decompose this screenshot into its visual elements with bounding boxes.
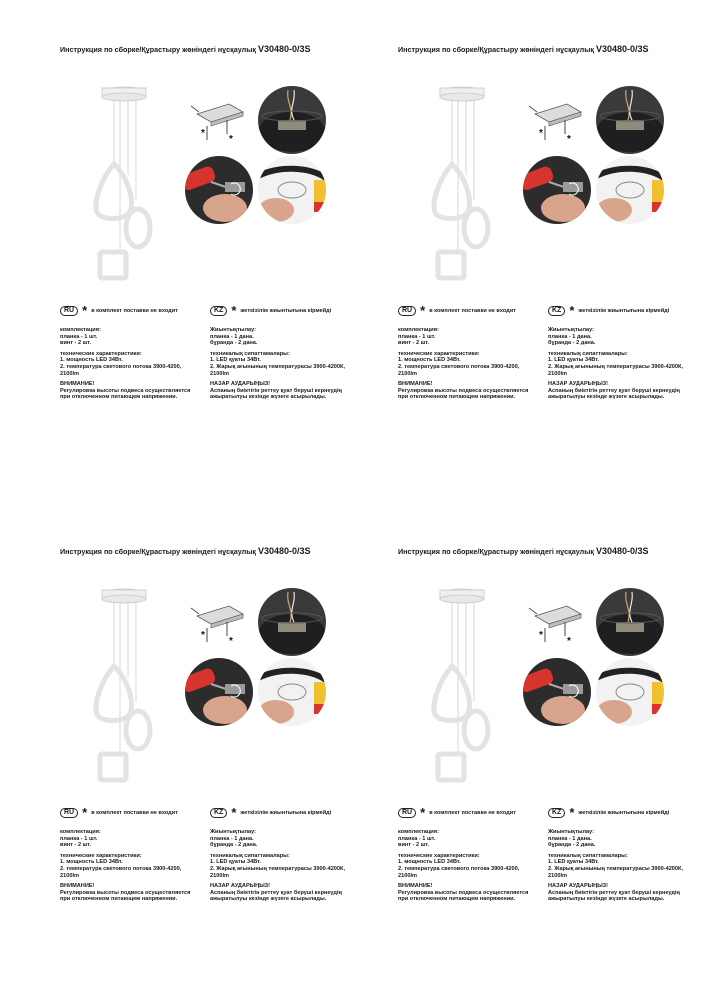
kz-kit (548, 829, 698, 849)
kz-kit-item: планка - 1 дана. (548, 333, 592, 340)
ru-spec-item: 2100lm (398, 872, 417, 879)
assembly-detail-photo (258, 156, 326, 224)
kz-specs (548, 853, 698, 879)
ru-kit (60, 327, 210, 347)
kz-warning-title: НАЗАР АУДАРЫҢЫЗ! (548, 883, 609, 890)
ru-spec-item: 1. мощность LED 34Вт. (60, 859, 123, 866)
kz-spec-item: 2. Жарық ағынының температурасы 3900-4200К, (210, 363, 346, 370)
ru-header (60, 806, 210, 820)
screwdriver-photo (185, 658, 253, 726)
ru-warning-text: при отключенном питающем напряжении. (60, 394, 178, 401)
kz-warning-text: Аспаның биіктігін реттеу қуат беруші кернеудің (210, 387, 342, 394)
kz-badge: KZ (210, 306, 227, 316)
kz-kit-item: планка - 1 дана. (210, 835, 254, 842)
kz-spec-item: 2. Жарық ағынының температурасы 3900-4200К, (548, 865, 684, 872)
asterisk-icon: * (420, 303, 426, 318)
panel-title (60, 44, 311, 54)
assembly-detail-photo (596, 156, 664, 224)
ru-warning-text: при отключенном питающем напряжении. (60, 896, 178, 903)
kz-warning-text: Аспаның биіктігін реттеу қуат беруші кернеудің (548, 387, 680, 394)
ru-spec-item: 2. температура светового потока 3900-4200, (60, 865, 182, 872)
ru-spec-item: 2. температура светового потока 3900-4200, (60, 363, 182, 370)
kz-kit-item: планка - 1 дана. (548, 835, 592, 842)
ru-spec-item: 1. мощность LED 34Вт. (398, 357, 461, 364)
ru-specs (398, 351, 548, 377)
ru-kit-item: винт - 2 шт. (398, 842, 430, 849)
instruction-panel (60, 546, 370, 926)
ru-kit (398, 829, 548, 849)
instruction-panel (60, 44, 370, 424)
kz-warning-text: Аспаның биіктігін реттеу қуат беруші кернеудің (210, 889, 342, 896)
kz-specs-title: техникалық сипаттамалары: (548, 852, 628, 859)
screwdriver-photo (185, 156, 253, 224)
svg-text:*: * (567, 134, 571, 145)
kz-spec-item: 2100lm (210, 872, 229, 879)
ru-spec-item: 1. мощность LED 34Вт. (60, 357, 123, 364)
ru-warning-text: Регулировка высоты подвеса осуществляется (60, 889, 191, 896)
ru-specs-title: технические характеристики: (398, 852, 480, 859)
asterisk-icon: * (420, 805, 426, 820)
kz-warning (548, 883, 698, 903)
ru-kit-title: комплектация: (398, 327, 439, 333)
kz-spec-item: 2. Жарық ағынының температурасы 3900-4200К, (210, 865, 346, 872)
ru-not-included-note: в комплект поставки не входит (429, 307, 516, 314)
ru-warning-text: при отключенном питающем напряжении. (398, 394, 516, 401)
ru-badge: RU (60, 306, 78, 316)
model-number: V30480-0/3S (595, 546, 649, 556)
mounting-bracket-photo (185, 86, 253, 154)
ru-specs (60, 351, 210, 377)
kz-kit-title: Жиынтықтылау: (210, 829, 257, 835)
ru-spec-item: 2100lm (60, 872, 79, 879)
ru-kit-item: планка - 1 шт. (60, 835, 98, 842)
svg-text:*: * (229, 636, 233, 647)
ru-kit (398, 327, 548, 347)
kz-spec-item: 2100lm (548, 872, 567, 879)
ru-not-included-note: в комплект поставки не входит (429, 809, 516, 816)
title-text: Инструкция по сборке/Құрастыру жөніндегі нұсқаулық (398, 547, 594, 556)
kz-not-included-note: жеткізілім жиынтығына кірмейді (578, 809, 670, 816)
kz-warning-title: НАЗАР АУДАРЫҢЫЗ! (548, 381, 609, 388)
svg-text:*: * (201, 630, 205, 641)
ru-kit-title: комплектация: (60, 829, 101, 835)
kz-warning-text: ажыратылуы кезінде жүзеге асырылады. (210, 896, 327, 903)
ru-specs-title: технические характеристики: (60, 852, 142, 859)
canopy-wiring-photo (596, 86, 664, 154)
ru-warning-title: ВНИМАНИЕ! (398, 381, 433, 388)
kz-specs-title: техникалық сипаттамалары: (210, 852, 290, 859)
kz-kit-item: планка - 1 дана. (210, 333, 254, 340)
assembly-detail-photo (596, 658, 664, 726)
kz-kit (210, 829, 360, 849)
svg-text:*: * (229, 134, 233, 145)
ru-badge: RU (398, 808, 416, 818)
ru-warning-text: Регулировка высоты подвеса осуществляется (60, 387, 191, 394)
kz-header (210, 304, 360, 318)
ru-header (398, 806, 548, 820)
kazakh-section (548, 304, 698, 405)
ru-spec-item: 1. мощность LED 34Вт. (398, 859, 461, 866)
ru-specs-title: технические характеристики: (60, 350, 142, 357)
kz-spec-item: 2. Жарық ағынының температурасы 3900-4200К, (548, 363, 684, 370)
ru-warning (398, 381, 548, 401)
instruction-panel (398, 546, 707, 926)
kz-kit (548, 327, 698, 347)
kz-warning-text: Аспаның биіктігін реттеу қуат беруші кернеудің (548, 889, 680, 896)
ru-kit (60, 829, 210, 849)
kz-kit-title: Жиынтықтылау: (548, 327, 595, 333)
kazakh-section (210, 806, 360, 907)
ru-specs (398, 853, 548, 879)
kz-not-included-note: жеткізілім жиынтығына кірмейді (240, 809, 332, 816)
title-text: Инструкция по сборке/Құрастыру жөніндегі нұсқаулық (398, 45, 594, 54)
ru-not-included-note: в комплект поставки не входит (91, 307, 178, 314)
kz-warning (548, 381, 698, 401)
model-number: V30480-0/3S (257, 546, 311, 556)
mounting-bracket-photo (185, 588, 253, 656)
russian-section (60, 806, 210, 907)
asterisk-icon: * (82, 303, 88, 318)
ru-warning-text: при отключенном питающем напряжении. (398, 896, 516, 903)
ru-warning-title: ВНИМАНИЕ! (60, 381, 95, 388)
svg-text:*: * (539, 128, 543, 139)
kz-badge: KZ (548, 808, 565, 818)
kz-warning (210, 381, 360, 401)
kz-warning-text: ажыратылуы кезінде жүзеге асырылады. (210, 394, 327, 401)
kz-warning-text: ажыратылуы кезінде жүзеге асырылады. (548, 896, 665, 903)
kz-spec-item: 1. LED қуаты 34Вт. (548, 357, 599, 364)
pendant-lamp-illustration (422, 582, 502, 812)
model-number: V30480-0/3S (595, 44, 649, 54)
ru-kit-item: планка - 1 шт. (60, 333, 98, 340)
screwdriver-photo (523, 156, 591, 224)
kz-badge: KZ (548, 306, 565, 316)
ru-warning-title: ВНИМАНИЕ! (60, 883, 95, 890)
kz-not-included-note: жеткізілім жиынтығына кірмейді (578, 307, 670, 314)
ru-kit-item: винт - 2 шт. (398, 340, 430, 347)
kz-badge: KZ (210, 808, 227, 818)
assembly-detail-photo (258, 658, 326, 726)
svg-text:*: * (539, 630, 543, 641)
pendant-lamp-illustration (84, 582, 164, 812)
kz-kit-item: бұранда - 2 дана. (548, 340, 596, 347)
ru-not-included-note: в комплект поставки не входит (91, 809, 178, 816)
asterisk-icon: * (569, 303, 575, 318)
screwdriver-photo (523, 658, 591, 726)
kz-specs (210, 853, 360, 879)
kz-not-included-note: жеткізілім жиынтығына кірмейді (240, 307, 332, 314)
ru-spec-item: 2100lm (398, 370, 417, 377)
ru-kit-item: планка - 1 шт. (398, 835, 436, 842)
instruction-panel (398, 44, 707, 424)
russian-section (60, 304, 210, 405)
asterisk-icon: * (569, 805, 575, 820)
mounting-bracket-photo (523, 86, 591, 154)
kz-kit-item: бұранда - 2 дана. (210, 842, 258, 849)
ru-kit-title: комплектация: (60, 327, 101, 333)
mounting-bracket-photo (523, 588, 591, 656)
ru-header (398, 304, 548, 318)
panel-title (398, 44, 649, 54)
kz-spec-item: 1. LED қуаты 34Вт. (548, 859, 599, 866)
pendant-lamp-illustration (84, 80, 164, 310)
kz-kit (210, 327, 360, 347)
ru-badge: RU (60, 808, 78, 818)
ru-warning (398, 883, 548, 903)
ru-kit-title: комплектация: (398, 829, 439, 835)
russian-section (398, 806, 548, 907)
kz-spec-item: 1. LED қуаты 34Вт. (210, 859, 261, 866)
title-text: Инструкция по сборке/Құрастыру жөніндегі нұсқаулық (60, 547, 256, 556)
ru-header (60, 304, 210, 318)
kz-specs-title: техникалық сипаттамалары: (548, 350, 628, 357)
title-text: Инструкция по сборке/Құрастыру жөніндегі нұсқаулық (60, 45, 256, 54)
ru-kit-item: планка - 1 шт. (398, 333, 436, 340)
ru-spec-item: 2. температура светового потока 3900-4200, (398, 865, 520, 872)
asterisk-icon: * (82, 805, 88, 820)
ru-warning (60, 883, 210, 903)
kz-header (548, 304, 698, 318)
ru-warning-title: ВНИМАНИЕ! (398, 883, 433, 890)
kz-header (548, 806, 698, 820)
kz-kit-title: Жиынтықтылау: (210, 327, 257, 333)
ru-spec-item: 2100lm (60, 370, 79, 377)
kz-warning-text: ажыратылуы кезінде жүзеге асырылады. (548, 394, 665, 401)
asterisk-icon: * (231, 805, 237, 820)
ru-warning (60, 381, 210, 401)
russian-section (398, 304, 548, 405)
ru-spec-item: 2. температура светового потока 3900-4200, (398, 363, 520, 370)
panel-title (398, 546, 649, 556)
ru-kit-item: винт - 2 шт. (60, 842, 92, 849)
kazakh-section (548, 806, 698, 907)
kz-warning-title: НАЗАР АУДАРЫҢЫЗ! (210, 381, 271, 388)
ru-kit-item: винт - 2 шт. (60, 340, 92, 347)
kz-header (210, 806, 360, 820)
canopy-wiring-photo (258, 588, 326, 656)
svg-text:*: * (567, 636, 571, 647)
kz-warning-title: НАЗАР АУДАРЫҢЫЗ! (210, 883, 271, 890)
kazakh-section (210, 304, 360, 405)
canopy-wiring-photo (258, 86, 326, 154)
ru-warning-text: Регулировка высоты подвеса осуществляется (398, 889, 529, 896)
pendant-lamp-illustration (422, 80, 502, 310)
kz-specs (548, 351, 698, 377)
ru-specs-title: технические характеристики: (398, 350, 480, 357)
kz-spec-item: 1. LED қуаты 34Вт. (210, 357, 261, 364)
kz-specs-title: техникалық сипаттамалары: (210, 350, 290, 357)
kz-kit-item: бұранда - 2 дана. (210, 340, 258, 347)
kz-spec-item: 2100lm (548, 370, 567, 377)
model-number: V30480-0/3S (257, 44, 311, 54)
asterisk-icon: * (231, 303, 237, 318)
svg-text:*: * (201, 128, 205, 139)
ru-badge: RU (398, 306, 416, 316)
ru-specs (60, 853, 210, 879)
kz-kit-title: Жиынтықтылау: (548, 829, 595, 835)
kz-specs (210, 351, 360, 377)
kz-spec-item: 2100lm (210, 370, 229, 377)
ru-warning-text: Регулировка высоты подвеса осуществляется (398, 387, 529, 394)
kz-kit-item: бұранда - 2 дана. (548, 842, 596, 849)
panel-title (60, 546, 311, 556)
kz-warning (210, 883, 360, 903)
canopy-wiring-photo (596, 588, 664, 656)
